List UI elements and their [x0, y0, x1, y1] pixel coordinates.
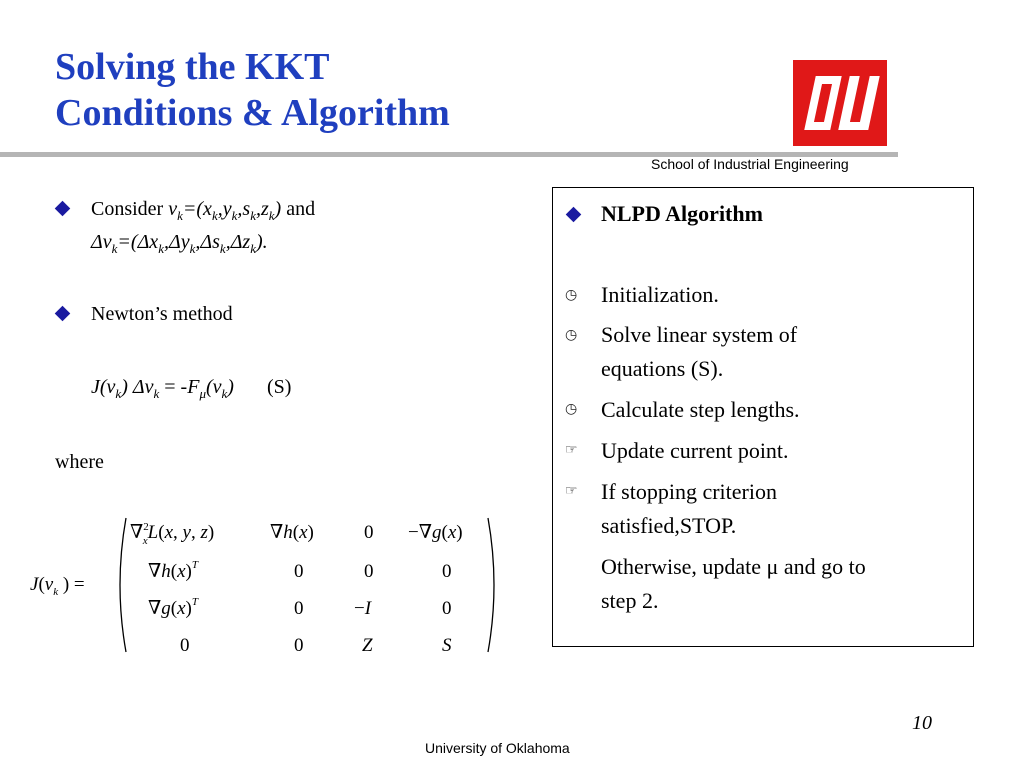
left-newton [55, 301, 525, 327]
step-1: Initialization. [601, 282, 719, 307]
clock-icon: ◷ [565, 328, 578, 343]
matrix-cell: ∇$^2$ xL(x, y, z) [130, 521, 215, 547]
matrix-cell: ∇h(x) [270, 522, 314, 543]
matrix-cell: 0 [294, 598, 304, 619]
step-2-line-2: equations (S). [601, 356, 724, 381]
matrix-cell: 0 [442, 598, 452, 619]
school-name: School of Industrial Engineering [651, 156, 849, 172]
step-5-line-2: satisfied,STOP. [601, 513, 737, 538]
bullet-consider: Consider $v_k=(x_k,y_k,s_k,z_k)$ and $\Delta v_k=(\Delta x_k,\Delta y_k,\Delta s_k,\Delta z_k)$. [55, 196, 525, 262]
matrix-cell: 0 [294, 561, 304, 582]
matrix-cell: 0 [442, 561, 452, 582]
matrix-cell: Z [362, 635, 373, 656]
clock-icon: ◷ [565, 402, 578, 417]
diamond-bullet-icon [55, 201, 71, 217]
matrix-cell: 0 [294, 635, 304, 656]
newton-label: Newton’s method [91, 303, 233, 325]
matrix-cell: −∇g(x) [408, 522, 463, 543]
otherwise-line-1: Otherwise, update μ and go to [601, 554, 866, 579]
newton-equation: $J(v_k) \Delta v_k = -F_\mu(v_k)$ (S) [91, 376, 292, 401]
step-3: Calculate step lengths. [601, 397, 800, 422]
left-content [55, 196, 525, 262]
matrix-cell: 0 [364, 561, 374, 582]
jacobian-matrix [30, 510, 500, 660]
left-paren [120, 518, 126, 652]
step-2-line-1: Solve linear system of [601, 322, 798, 347]
where-label: where [55, 451, 104, 473]
algorithm-heading: NLPD Algorithm [601, 201, 763, 226]
diamond-bullet-icon [566, 207, 582, 223]
page-number: 10 [912, 712, 932, 734]
otherwise-line-2: step 2. [601, 588, 659, 613]
bullet-newton [55, 301, 525, 327]
matrix-cell: −I [354, 598, 372, 619]
title-line-2: Conditions & Algorithm [55, 92, 450, 134]
algorithm-box [552, 187, 974, 647]
matrix-cell: 0 [180, 635, 190, 656]
university-name: University of Oklahoma [425, 740, 570, 756]
pointing-hand-icon: ☞ [565, 484, 578, 499]
consider-label: Consider [91, 198, 164, 220]
diamond-bullet-icon [55, 306, 71, 322]
right-paren [488, 518, 494, 652]
matrix-cell: 0 [364, 522, 374, 543]
matrix-cell: $\nabla h(x)^T$ [148, 559, 198, 582]
matrix-cell: S [442, 635, 452, 656]
ou-logo-icon [793, 60, 887, 146]
matrix-cell: $\nabla g(x)^T$ [148, 596, 198, 619]
matrix-lhs: $J(v_k$ ) = [30, 574, 85, 598]
equation-tag: (S) [266, 376, 292, 398]
title-line-1: Solving the KKT [55, 46, 330, 88]
step-5-line-1: If stopping criterion [601, 479, 777, 504]
step-4: Update current point. [601, 438, 789, 463]
pointing-hand-icon: ☞ [565, 443, 578, 458]
slide-title [55, 44, 450, 136]
clock-icon: ◷ [565, 288, 578, 303]
